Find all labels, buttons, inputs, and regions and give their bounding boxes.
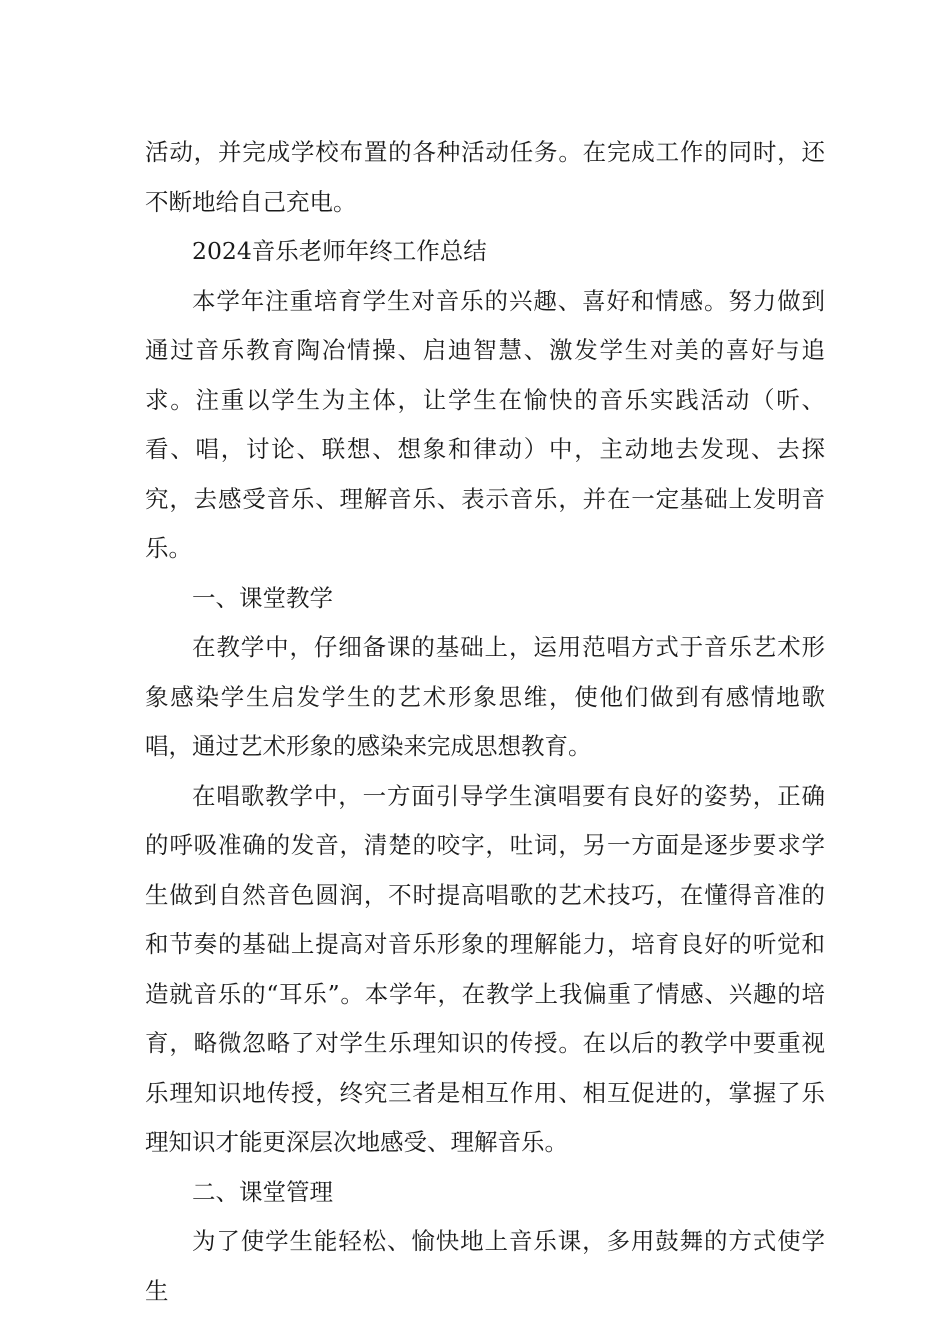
section-heading-classroom-teaching: 一、课堂教学	[192, 583, 333, 612]
document-title: 2024音乐老师年终工作总结	[192, 237, 487, 265]
paragraph-teaching: 在教学中，仔细备课的基础上，运用范唱方式于音乐艺术形象感染学生启发学生的艺术形象思维，使他们做到有感情地歌唱，通过艺术形象的感染来完成思想教育。	[145, 633, 825, 760]
paragraph-management: 为了使学生能轻松、愉快地上音乐课，多用鼓舞的方式使学生	[145, 1227, 825, 1305]
document-body	[145, 128, 825, 1316]
paragraph-continuation: 活动，并完成学校布置的各种活动任务。在完成工作的同时，还不断地给自己充电。	[145, 138, 825, 216]
section-heading-classroom-management: 二、课堂管理	[192, 1177, 333, 1206]
paragraph-intro: 本学年注重培育学生对音乐的兴趣、喜好和情感。努力做到通过音乐教育陶冶情操、启迪智慧、激发学生对美的喜好与追求。注重以学生为主体，让学生在愉快的音乐实践活动（听、看、唱，讨论、联想、想象和律动）中，主动地去发现、去探究，去感受音乐、理解音乐、表示音乐，并在一定基础上发明音乐。	[145, 286, 825, 562]
paragraph-singing: 在唱歌教学中，一方面引导学生演唱要有良好的姿势，正确的呼吸准确的发音，清楚的咬字，吐词，另一方面是逐步要求学生做到自然音色圆润，不时提高唱歌的艺术技巧，在懂得音准的和节奏的基础上提高对音乐形象的理解能力，培育良好的听觉和造就音乐的“耳乐”。本学年，在教学上我偏重了情感、兴趣的培育，略微忽略了对学生乐理知识的传授。在以后的教学中要重视乐理知识地传授，终究三者是相互作用、相互促进的，掌握了乐理知识才能更深层次地感受、理解音乐。	[145, 781, 825, 1156]
